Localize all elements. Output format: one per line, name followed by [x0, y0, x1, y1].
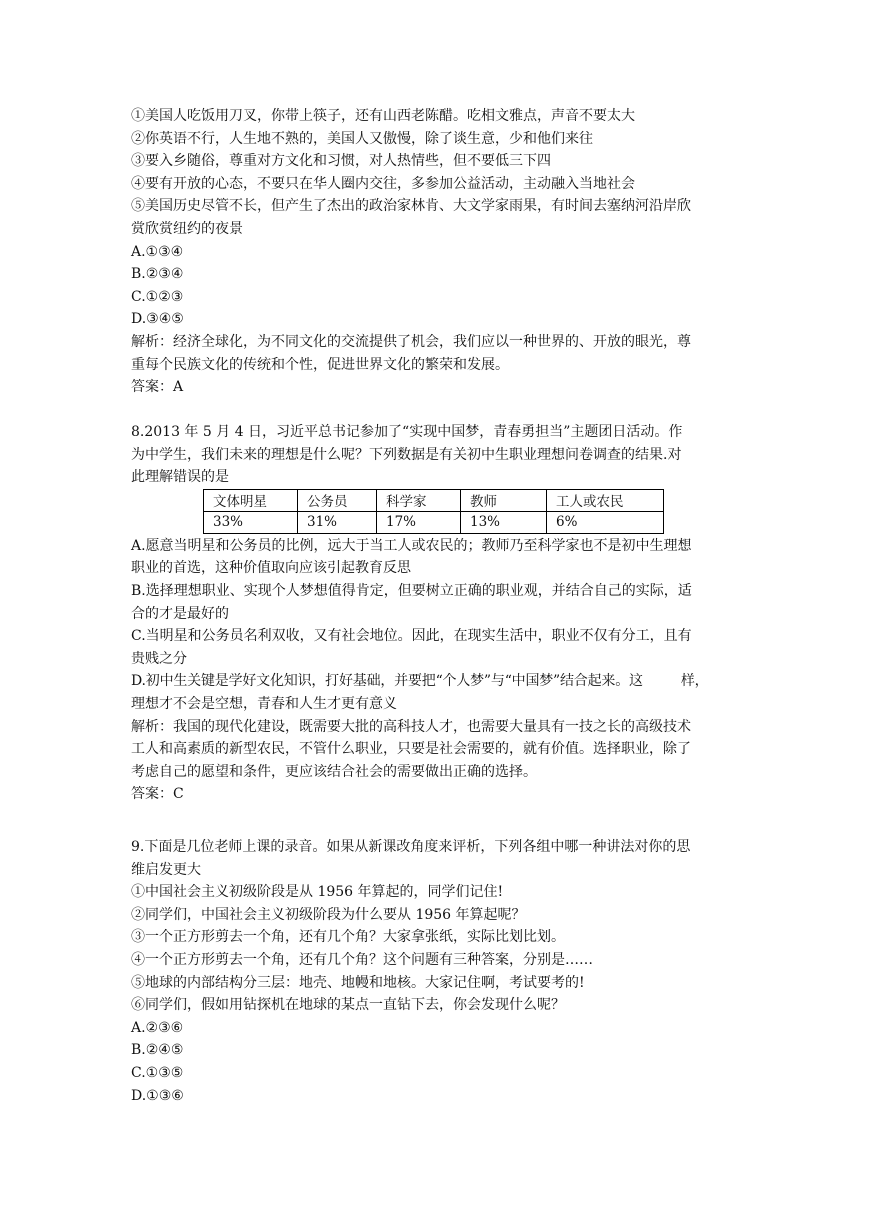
- option-a: A.①③④: [131, 243, 184, 260]
- statement-line: ③要入乡随俗，尊重对方文化和习惯，对人热情些，但不要低三下四: [131, 153, 551, 170]
- question-7-continuation: [131, 105, 741, 399]
- option-a: A.②③⑥: [131, 1019, 184, 1036]
- question-9: [131, 836, 741, 1107]
- option-d-line: [131, 670, 741, 693]
- statement-line: ①中国社会主义初级阶段是从 1956 年算起的，同学们记住!: [131, 884, 504, 901]
- table-cell: 31%: [298, 511, 377, 533]
- statement-line: ⑤美国历史尽管不长，但产生了杰出的政治家林肯、大文学家雨果，有时间去塞纳河沿岸欣: [131, 198, 691, 215]
- answer: 答案：A: [131, 379, 184, 396]
- statement-line: ④一个正方形剪去一个角，还有几个角？这个问题有三种答案，分别是……: [131, 951, 593, 968]
- table-header-cell: 工人或农民: [547, 489, 664, 511]
- option-line: A.愿意当明星和公务员的比例，远大于当工人或农民的；教师乃至科学家也不是初中生理想: [131, 537, 692, 554]
- option-d-text: D.初中生关键是学好文化知识，打好基础，并要把“个人梦”与“中国梦”结合起来。这: [131, 673, 643, 690]
- option-line: 合的才是最好的: [131, 605, 229, 622]
- analysis-line: 工人和高素质的新型农民，不管什么职业，只要是社会需要的，就有价值。选择职业，除了: [131, 741, 691, 758]
- analysis-line: 重每个民族文化的传统和个性，促进世界文化的繁荣和发展。: [131, 356, 509, 373]
- statement-line: ③一个正方形剪去一个角，还有几个角？大家拿张纸，实际比划比划。: [131, 929, 565, 946]
- question-stem-line: 维启发更大: [131, 861, 201, 878]
- table-cell: 13%: [461, 511, 547, 533]
- option-b: B.②④⑤: [131, 1042, 184, 1059]
- option-line: 职业的首选，这种价值取向应该引起教育反思: [131, 560, 411, 577]
- statement-line: ⑤地球的内部结构分三层：地壳、地幔和地核。大家记住啊，考试要考的!: [131, 974, 585, 991]
- option-d-text-tail: 样，: [680, 673, 709, 690]
- table-row: [204, 511, 664, 533]
- option-line: 理想才不会是空想，青春和人生才更有意义: [131, 695, 397, 712]
- question-stem-line: 为中学生，我们未来的理想是什么呢？下列数据是有关初中生职业理想问卷调查的结果.对: [131, 446, 682, 463]
- statement-line: ②你英语不行，人生地不熟的，美国人又傲慢，除了谈生意，少和他们来往: [131, 130, 593, 147]
- statement-line: ②同学们，中国社会主义初级阶段为什么要从 1956 年算起呢？: [131, 906, 526, 923]
- option-c: C.①③⑤: [131, 1064, 184, 1081]
- table-cell: 33%: [204, 511, 298, 533]
- table-cell: 6%: [547, 511, 664, 533]
- table-header-cell: 文体明星: [204, 489, 298, 511]
- table-header-row: [204, 489, 664, 511]
- question-8: [131, 421, 741, 806]
- statement-line: ⑥同学们，假如用钻探机在地球的某点一直钻下去，你会发现什么呢？: [131, 997, 565, 1014]
- statement-line: ①美国人吃饭用刀叉，你带上筷子，还有山西老陈醋。吃相文雅点，声音不要太大: [131, 108, 635, 124]
- table-header-cell: 教师: [461, 489, 547, 511]
- option-c: C.①②③: [131, 288, 184, 305]
- answer: 答案：C: [131, 786, 184, 803]
- survey-table: [203, 489, 664, 534]
- option-line: 贵贱之分: [131, 650, 187, 667]
- analysis-line: 考虑自己的愿望和条件，更应该结合社会的需要做出正确的选择。: [131, 763, 537, 780]
- option-b: B.②③④: [131, 266, 184, 283]
- analysis-line: 解析：经济全球化，为不同文化的交流提供了机会，我们应以一种世界的、开放的眼光，尊: [131, 333, 691, 350]
- option-line: C.当明星和公务员名利双收，又有社会地位。因此，在现实生活中，职业不仅有分工，且有: [131, 628, 692, 645]
- statement-line: ④要有开放的心态，不要只在华人圈内交往，多参加公益活动，主动融入当地社会: [131, 175, 635, 192]
- analysis-line: 解析：我国的现代化建设，既需要大批的高科技人才，也需要大量具有一技之长的高级技术: [131, 718, 691, 735]
- table-header-cell: 科学家: [377, 489, 461, 511]
- table-cell: 17%: [377, 511, 461, 533]
- option-d: D.③④⑤: [131, 311, 184, 328]
- question-stem-line: 此理解错误的是: [131, 469, 229, 486]
- option-d: D.①③⑥: [131, 1087, 184, 1104]
- option-line: B.选择理想职业、实现个人梦想值得肯定，但要树立正确的职业观，并结合自己的实际，适: [131, 582, 692, 599]
- question-stem-line: 9.下面是几位老师上课的录音。如果从新课改角度来评析，下列各组中哪一种讲法对你的思: [131, 839, 691, 855]
- question-stem-line: 8.2013 年 5 月 4 日，习近平总书记参加了“实现中国梦，青春勇担当”主题团日活动。作: [131, 424, 683, 440]
- table-header-cell: 公务员: [298, 489, 377, 511]
- statement-line: 赏欣赏纽约的夜景: [131, 220, 243, 237]
